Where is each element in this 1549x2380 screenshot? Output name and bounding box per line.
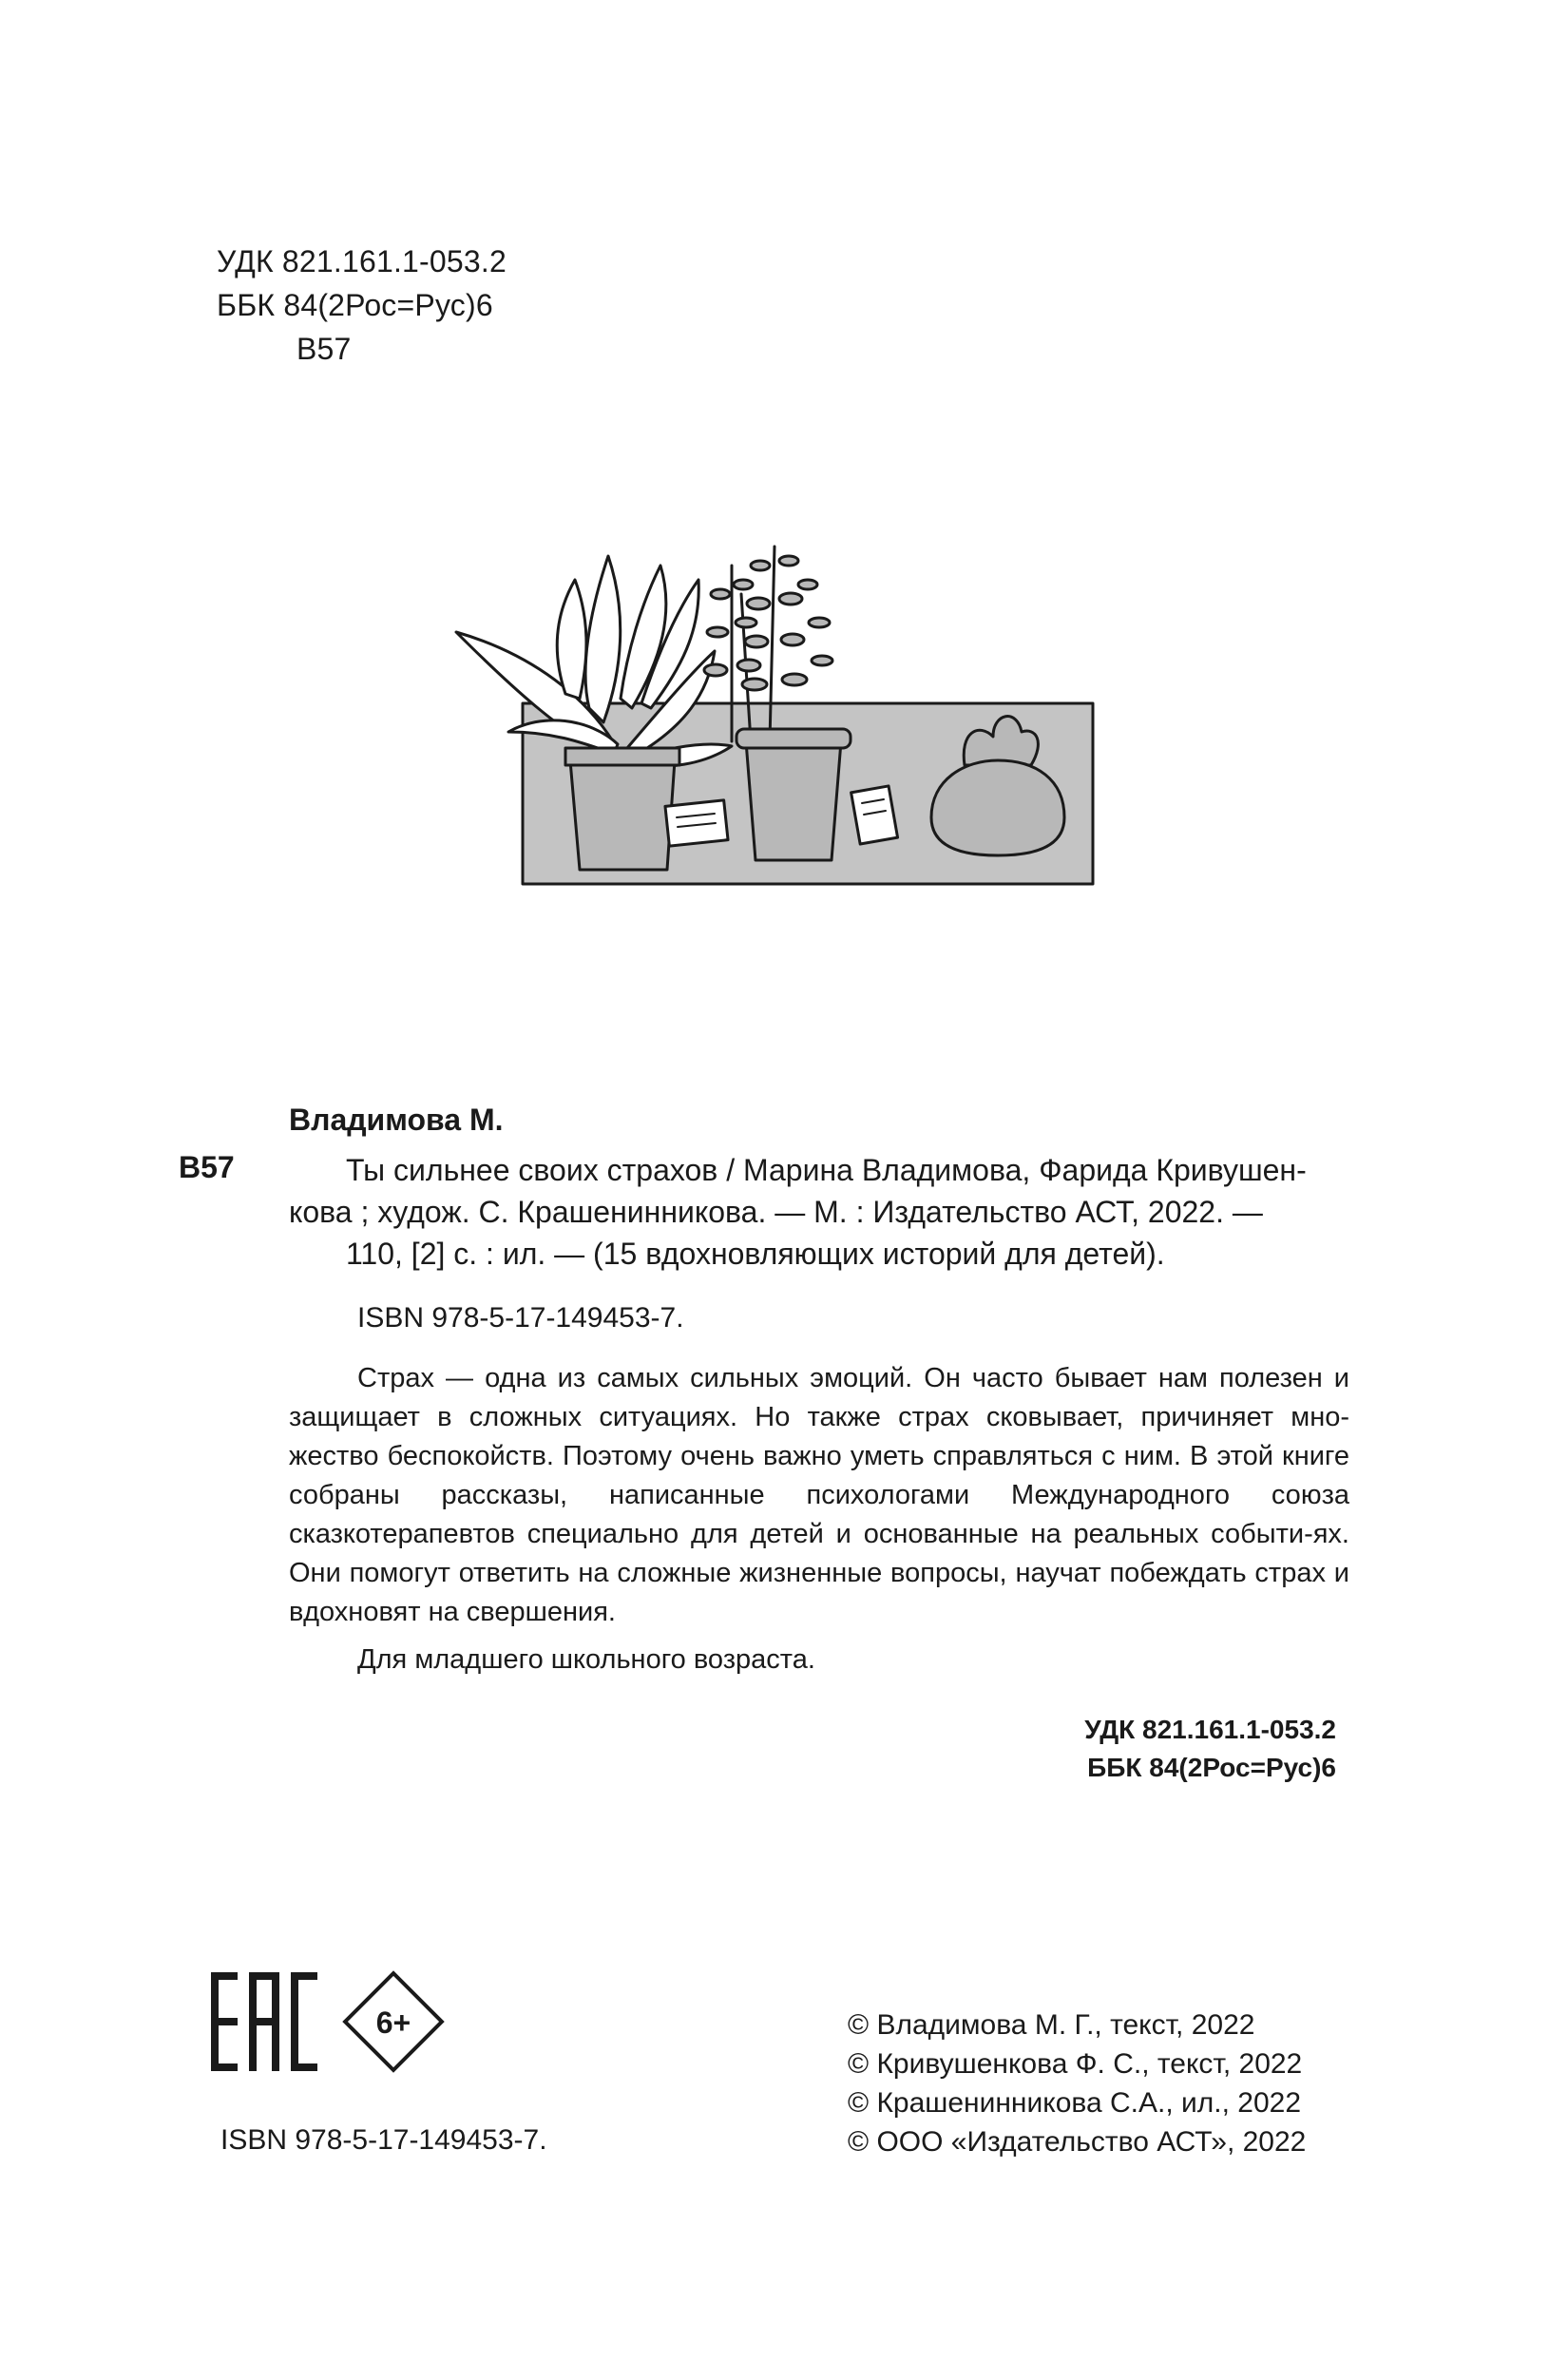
biblio-line-3: 110, [2] с. : ил. — (15 вдохновляющих историй для детей). <box>346 1237 1165 1271</box>
age-rating-mark <box>342 1970 445 2073</box>
copyright-line-2: © Кривушенкова Ф. С., текст, 2022 <box>848 2048 1303 2080</box>
left-plant-label <box>665 800 728 846</box>
top-bbk-code: ББК 84(2Рос=Рус)6 <box>217 288 493 322</box>
audience-note: Для младшего школьного возраста. <box>357 1644 815 1675</box>
copyright-line-1: © Владимова М. Г., текст, 2022 <box>848 2009 1255 2041</box>
middle-pot <box>746 741 841 860</box>
bibliographic-record <box>289 1149 1349 1275</box>
copyright-block <box>848 2006 1306 2161</box>
cactus-pot <box>931 760 1064 855</box>
bottom-udk-code: УДК 821.161.1-053.2 <box>1084 1715 1336 1744</box>
record-isbn: ISBN 978-5-17-149453-7. <box>357 1302 684 1334</box>
houseplants-on-shelf-illustration <box>447 528 1112 898</box>
copyright-line-4: © ООО «Издательство АСТ», 2022 <box>848 2126 1307 2158</box>
middle-pot-rim <box>736 729 851 748</box>
middle-plant-label <box>851 786 898 844</box>
author-heading: Владимова М. <box>289 1103 504 1137</box>
top-classification-codes <box>217 240 507 371</box>
author-mark: В57 <box>179 1150 235 1184</box>
annotation <box>289 1359 1349 1632</box>
bottom-classification-codes <box>1007 1711 1336 1787</box>
top-udk-code: УДК 821.161.1-053.2 <box>217 244 507 278</box>
top-author-mark: В57 <box>296 332 352 366</box>
left-pot <box>570 760 675 870</box>
left-pot-rim <box>565 748 679 765</box>
annotation-text: Страх — одна из самых сильных эмоций. Он часто бывает нам полезен и защищает в сложных ситуациях. Но также страх сковывает, причиняет мно-жество беспокойств. Поэтому очень важно уметь справляться с ним. В этой книге собраны рассказы, написанные психологами Международного союза сказкотерапевтов специально для детей и основанные на реальных событи-ях. Они помогут ответить на сложные жизненные вопросы, научат побеждать страх и вдохновят на свершения. <box>289 1363 1349 1627</box>
age-rating: 6+ <box>375 2006 411 2040</box>
biblio-line-2: кова ; худож. С. Крашенинникова. — М. : Издательство АСТ, 2022. — <box>289 1195 1263 1229</box>
eac-conformity-mark-icon <box>211 1972 317 2071</box>
bottom-isbn: ISBN 978-5-17-149453-7. <box>220 2124 547 2156</box>
copyright-line-3: © Крашенинникова С.А., ил., 2022 <box>848 2087 1302 2119</box>
biblio-line-1: Ты сильнее своих страхов / Марина Владимова, Фарида Кривушен- <box>346 1153 1307 1187</box>
bottom-bbk-code: ББК 84(2Рос=Рус)6 <box>1087 1753 1336 1782</box>
